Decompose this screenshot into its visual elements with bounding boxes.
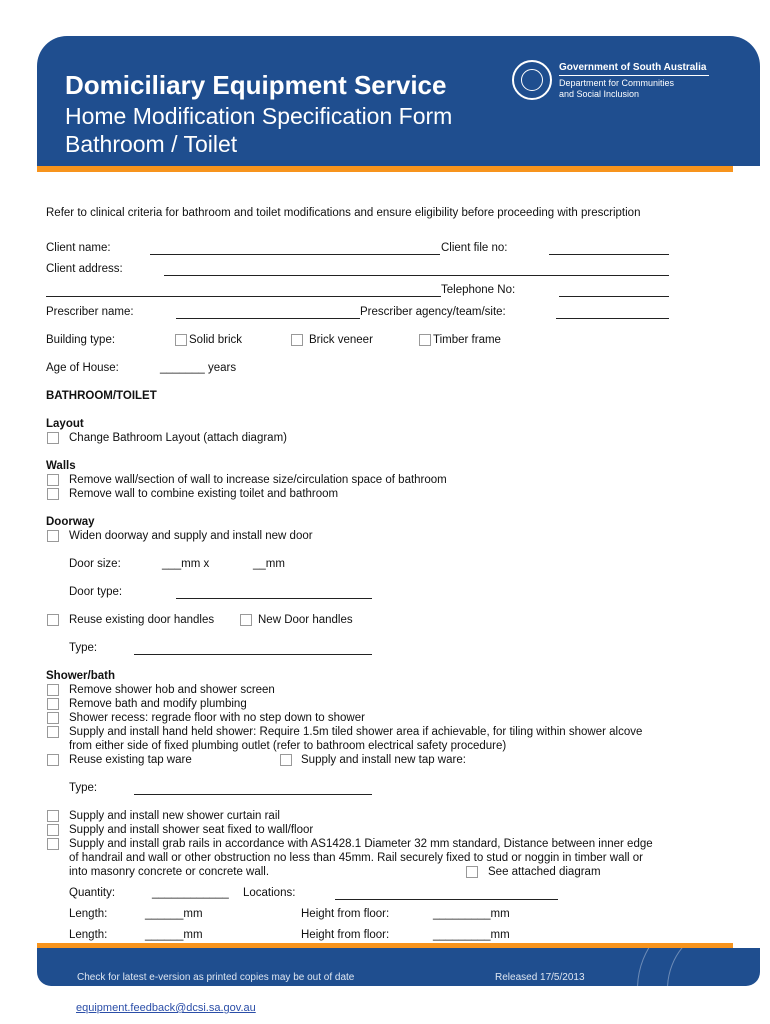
doorway-heading: Doorway — [46, 516, 95, 528]
shower-checkbox-1[interactable] — [47, 684, 59, 696]
age-of-house-label: Age of House: — [46, 362, 119, 374]
doorway-item: Widen doorway and supply and install new door — [69, 530, 313, 542]
form-subtitle: Home Modification Specification Form — [65, 103, 453, 129]
shower-checkbox-2[interactable] — [47, 698, 59, 710]
walls-checkbox-2[interactable] — [47, 488, 59, 500]
release-date: Released 17/5/2013 — [495, 972, 585, 983]
government-name: Government of South Australia — [559, 62, 707, 73]
timber-frame-checkbox[interactable] — [419, 334, 431, 346]
shower-item-2: Remove bath and modify plumbing — [69, 698, 247, 710]
layout-item: Change Bathroom Layout (attach diagram) — [69, 432, 287, 444]
new-handles-checkbox[interactable] — [240, 614, 252, 626]
handle-type-field[interactable] — [134, 654, 372, 655]
supply-tap-label: Supply and install new tap ware: — [301, 754, 466, 766]
quantity-label: Quantity: — [69, 887, 116, 899]
grab-rails-item: Supply and install grab rails in accordance with AS1428.1 Diameter 32 mm standard, Distance between inner edge — [69, 838, 653, 850]
timber-frame-label: Timber frame — [433, 334, 501, 346]
walls-item-2: Remove wall to combine existing toilet and bathroom — [69, 488, 339, 500]
age-of-house-field[interactable]: _______ years — [160, 362, 237, 374]
door-width-field[interactable]: ___mm x — [162, 558, 210, 570]
quantity-field[interactable]: ____________ — [152, 887, 229, 899]
shower-checkbox-3[interactable] — [47, 712, 59, 724]
door-size-label: Door size: — [69, 558, 121, 570]
layout-checkbox[interactable] — [47, 432, 59, 444]
grab-rails-checkbox[interactable] — [47, 838, 59, 850]
intro-text: Refer to clinical criteria for bathroom and toilet modifications and ensure eligibility before proceeding with prescription — [46, 207, 641, 219]
reuse-tap-label: Reuse existing tap ware — [69, 754, 192, 766]
supply-tap-checkbox[interactable] — [280, 754, 292, 766]
length-field-1[interactable]: ______mm — [145, 908, 203, 920]
see-diagram-checkbox[interactable] — [466, 866, 478, 878]
feedback-email-link[interactable]: equipment.feedback@dcsi.sa.gov.au — [76, 1002, 256, 1014]
shower-item-4-cont: from either side of fixed plumbing outlet (refer to bathroom electrical safety procedure) — [69, 740, 507, 752]
doorway-checkbox[interactable] — [47, 530, 59, 542]
client-address-field-2[interactable] — [46, 296, 441, 297]
client-file-field[interactable] — [549, 254, 669, 255]
telephone-label: Telephone No: — [441, 284, 516, 296]
footer-banner — [37, 948, 760, 986]
door-type-field[interactable] — [176, 598, 372, 599]
prescriber-name-field[interactable] — [176, 318, 360, 319]
length-field-2[interactable]: ______mm — [145, 929, 203, 941]
prescriber-name-label: Prescriber name: — [46, 306, 134, 318]
building-type-label: Building type: — [46, 334, 116, 346]
brick-veneer-label: Brick veneer — [309, 334, 373, 346]
client-name-field[interactable] — [150, 254, 440, 255]
department-name-2: and Social Inclusion — [559, 89, 640, 99]
shower-heading: Shower/bath — [46, 670, 116, 682]
prescriber-agency-field[interactable] — [556, 318, 669, 319]
shower-seat-item: Supply and install shower seat fixed to wall/floor — [69, 824, 314, 836]
reuse-tap-checkbox[interactable] — [47, 754, 59, 766]
walls-heading: Walls — [46, 460, 76, 472]
header-banner — [37, 36, 760, 166]
height-field-1[interactable]: _________mm — [433, 908, 510, 920]
department-name: Department for Communities — [559, 78, 675, 88]
header-accent-bar — [37, 166, 733, 172]
curtain-rail-item: Supply and install new shower curtain rail — [69, 810, 280, 822]
height-label-2: Height from floor: — [301, 929, 390, 941]
layout-heading: Layout — [46, 418, 84, 430]
shower-item-1: Remove shower hob and shower screen — [69, 684, 275, 696]
government-seal-icon — [512, 60, 552, 100]
curtain-rail-checkbox[interactable] — [47, 810, 59, 822]
locations-label: Locations: — [243, 887, 296, 899]
grab-rails-cont-2: into masonry concrete or concrete wall. — [69, 866, 270, 878]
see-diagram-label: See attached diagram — [488, 866, 601, 878]
telephone-field[interactable] — [559, 296, 669, 297]
client-file-label: Client file no: — [441, 242, 508, 254]
height-field-2[interactable]: _________mm — [433, 929, 510, 941]
brick-veneer-checkbox[interactable] — [291, 334, 303, 346]
solid-brick-checkbox[interactable] — [175, 334, 187, 346]
reuse-handles-checkbox[interactable] — [47, 614, 59, 626]
height-label-1: Height from floor: — [301, 908, 390, 920]
section-title: BATHROOM/TOILET — [46, 390, 157, 402]
client-address-label: Client address: — [46, 263, 123, 275]
walls-item-1: Remove wall/section of wall to increase size/circulation space of bathroom — [69, 474, 447, 486]
locations-field[interactable] — [335, 899, 558, 900]
shower-item-4: Supply and install hand held shower: Require 1.5m tiled shower area if achievable, for tiling within shower alcove — [69, 726, 643, 738]
shower-checkbox-4[interactable] — [47, 726, 59, 738]
client-address-field[interactable] — [164, 275, 669, 276]
new-handles-label: New Door handles — [258, 614, 353, 626]
prescriber-agency-label: Prescriber agency/team/site: — [360, 306, 506, 318]
walls-checkbox-1[interactable] — [47, 474, 59, 486]
decorative-arc-2 — [667, 948, 760, 986]
door-height-field[interactable]: __mm — [253, 558, 285, 570]
client-name-label: Client name: — [46, 242, 111, 254]
form-subtitle-2: Bathroom / Toilet — [65, 131, 238, 157]
tap-type-label: Type: — [69, 782, 98, 794]
reuse-handles-label: Reuse existing door handles — [69, 614, 215, 626]
length-label-1: Length: — [69, 908, 108, 920]
door-type-label: Door type: — [69, 586, 123, 598]
handle-type-label: Type: — [69, 642, 98, 654]
divider — [559, 75, 709, 76]
footer-notice: Check for latest e-version as printed copies may be out of date — [77, 972, 355, 983]
shower-item-3: Shower recess: regrade floor with no step down to shower — [69, 712, 365, 724]
grab-rails-cont-1: of handrail and wall or other obstruction no less than 45mm. Rail securely fixed to stud or noggin in timber wall or — [69, 852, 644, 864]
shower-seat-checkbox[interactable] — [47, 824, 59, 836]
tap-type-field[interactable] — [134, 794, 372, 795]
solid-brick-label: Solid brick — [189, 334, 243, 346]
form-title: Domiciliary Equipment Service — [65, 70, 447, 100]
length-label-2: Length: — [69, 929, 108, 941]
